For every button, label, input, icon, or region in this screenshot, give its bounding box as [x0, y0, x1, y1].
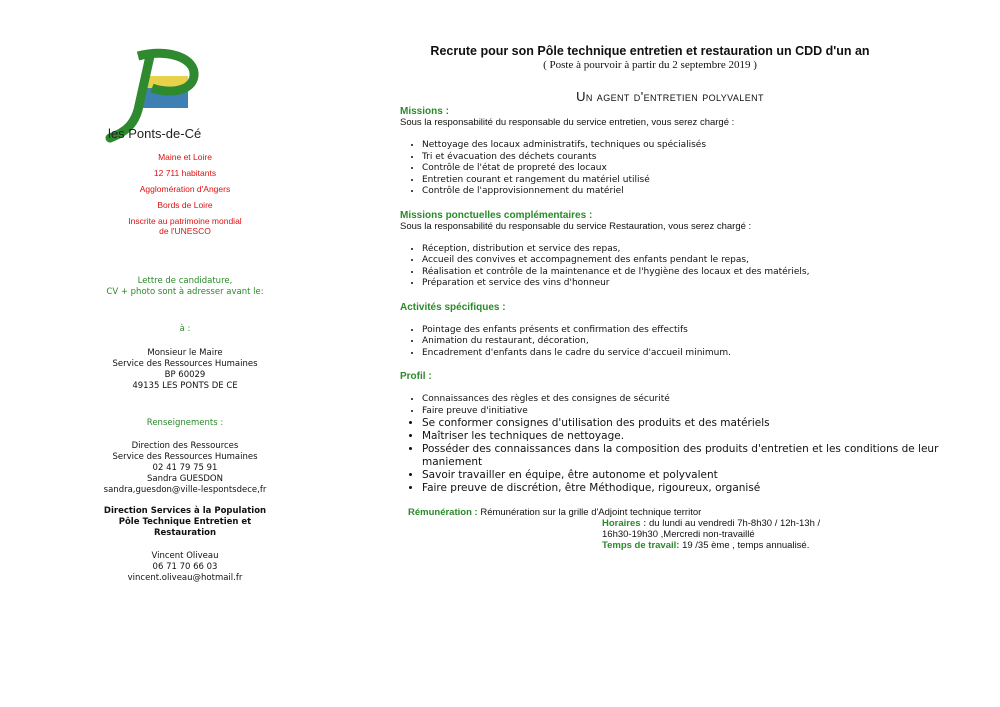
contact2-phone: 06 71 70 66 03 — [152, 562, 218, 572]
page-subtitle: ( Poste à pourvoir à partir du 2 septembre 2019 ) — [543, 59, 757, 71]
list-item: • Se conformer consignes d'utilisation des produits et des matériels — [422, 417, 940, 430]
page-title: Recrute pour son Pôle technique entretien et restauration un CDD d'un an — [430, 44, 870, 58]
address-line: Service des Ressources Humaines — [112, 359, 258, 369]
remuneration-label: Rémunération : — [408, 507, 478, 518]
profil-section — [400, 371, 940, 495]
contact-block — [80, 441, 290, 496]
missions-list — [400, 140, 940, 198]
remuneration-text: Rémunération sur la grille d'Adjoint technique territor — [480, 507, 702, 518]
list-item: • Connaissances des règles et des consignes de sécurité — [422, 394, 940, 406]
direction-block — [80, 506, 290, 539]
fact-agglomeration: Agglomération d'Angers — [139, 184, 231, 194]
profil-heading: Profil : — [400, 371, 432, 382]
fact-loire: Bords de Loire — [157, 200, 213, 210]
list-item: • Savoir travailler en équipe, être autonome et polyvalent — [422, 469, 940, 482]
horaires-text: du lundi au vendredi 7h-8h30 / 12h-13h / — [646, 518, 821, 529]
list-item: • Faire preuve de discrétion, être Méthodique, rigoureux, organisé — [422, 482, 940, 495]
fact-department: Maine et Loire — [158, 152, 212, 162]
renseignements-label: Renseignements : — [146, 418, 224, 428]
direction-line: Pôle Technique Entretien et — [118, 517, 252, 527]
list-item: • Contrôle de l'état de propreté des locaux — [422, 163, 940, 175]
contact2-name: Vincent Oliveau — [151, 551, 219, 561]
contact-line: Service des Ressources Humaines — [112, 452, 258, 462]
activites-section — [400, 302, 940, 360]
contact-line: Direction des Ressources — [131, 441, 239, 451]
ponctuelles-section — [400, 210, 940, 290]
right-column — [400, 44, 940, 551]
missions-section — [400, 106, 940, 198]
job-title: Un agent d'entretien polyvalent — [576, 89, 764, 104]
logo — [98, 48, 238, 148]
list-item: • Pointage des enfants présents et confirmation des effectifs — [422, 325, 940, 337]
ponctuelles-list — [400, 244, 940, 290]
contact2-block — [80, 551, 290, 584]
a-label: à : — [179, 324, 191, 334]
direction-line: Restauration — [153, 528, 216, 538]
fact-population: 12 711 habitants — [153, 168, 217, 178]
temps-line — [602, 540, 940, 551]
ponctuelles-intro: Sous la responsabilité du responsable du service Restauration, vous serez chargé : — [400, 220, 752, 232]
ponctuelles-heading: Missions ponctuelles complémentaires : — [400, 209, 593, 221]
list-item: • Préparation et service des vins d'honneur — [422, 278, 940, 290]
list-item: • Animation du restaurant, décoration, — [422, 336, 940, 348]
contact-email[interactable]: sandra,guesdon@ville-lespontsdece,fr — [103, 485, 267, 495]
address-line: 49135 LES PONTS DE CE — [132, 381, 238, 391]
list-item: • Réception, distribution et service des repas, — [422, 244, 940, 256]
remuneration-line — [408, 507, 940, 518]
missions-intro: Sous la responsabilité du responsable du service entretien, vous serez chargé : — [400, 117, 735, 128]
activites-list — [400, 325, 940, 360]
logo-text: les Ponts-de-Cé — [108, 126, 202, 141]
address-line: Monsieur le Maire — [147, 348, 223, 358]
profil-list-small — [400, 394, 940, 417]
list-item: • Tri et évacuation des déchets courants — [422, 152, 940, 164]
candidature-line1: Lettre de candidature, — [137, 276, 233, 286]
contact-phone: 02 41 79 75 91 — [152, 463, 218, 473]
horaires-label: Horaires : — [602, 518, 647, 529]
profil-list-big — [400, 417, 940, 495]
missions-heading: Missions : — [400, 106, 449, 117]
horaires-line — [602, 518, 940, 529]
direction-line: Direction Services à la Population — [103, 506, 267, 516]
list-item: • Posséder des connaissances dans la composition des produits d'entretien et les conditions de leur maniement — [422, 443, 940, 469]
contact-name: Sandra GUESDON — [147, 474, 223, 484]
list-item: • Nettoyage des locaux administratifs, techniques ou spécialisés — [422, 140, 940, 152]
list-item: • Accueil des convives et accompagnement des enfants pendant le repas, — [422, 255, 940, 267]
temps-label: Temps de travail: — [602, 540, 680, 551]
horaires-line2: 16h30-19h30 ,Mercredi non-travaillé — [602, 529, 755, 540]
temps-text: 19 /35 ème , temps annualisé. — [679, 540, 810, 551]
list-item: • Faire preuve d'initiative — [422, 406, 940, 418]
list-item: • Maîtriser les techniques de nettoyage. — [422, 430, 940, 443]
list-item: • Encadrement d'enfants dans le cadre du service d'accueil minimum. — [422, 348, 940, 360]
activites-heading: Activités spécifiques : — [400, 301, 506, 313]
list-item: • Contrôle de l'approvisionnement du matériel — [422, 186, 940, 198]
address-block — [80, 348, 290, 392]
address-line: BP 60029 — [164, 370, 206, 380]
contact2-email[interactable]: vincent.oliveau@hotmail.fr — [127, 573, 243, 583]
list-item: • Entretien courant et rangement du matériel utilisé — [422, 175, 940, 187]
left-column — [80, 48, 290, 584]
fact-unesco: Inscrite au patrimoine mondial de l'UNESCO — [128, 216, 242, 236]
candidature-line2: CV + photo sont à adresser avant le: — [106, 287, 264, 297]
list-item: • Réalisation et contrôle de la maintenance et de l'hygiène des locaux et des matériels, — [422, 267, 940, 279]
